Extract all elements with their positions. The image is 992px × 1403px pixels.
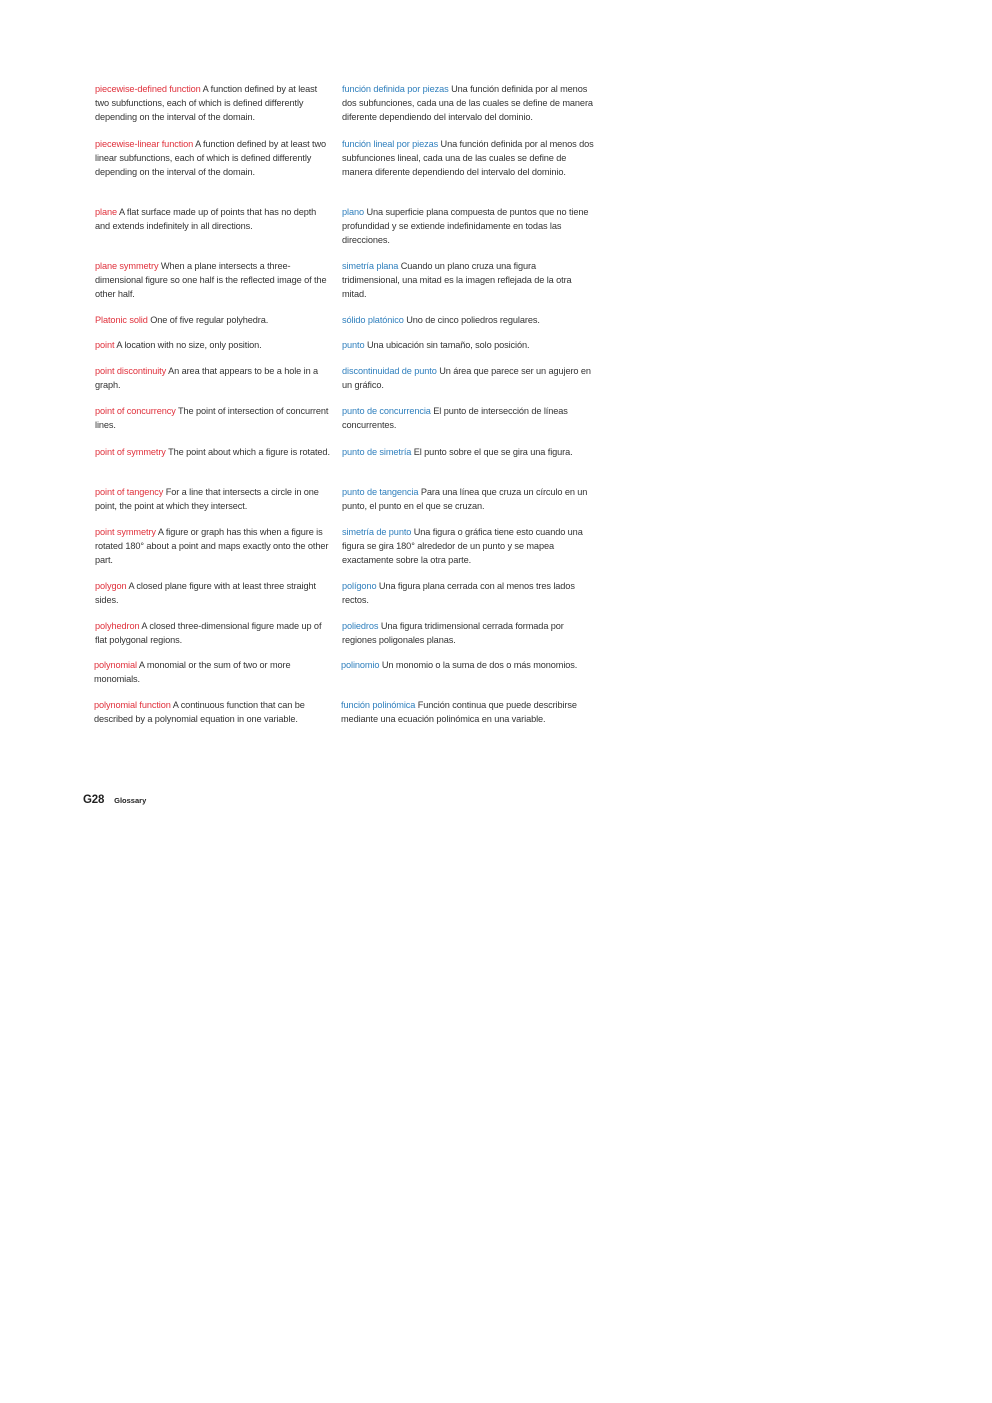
glossary-definition-es: Uno de cinco poliedros regulares. xyxy=(406,315,540,325)
glossary-term-en: polynomial xyxy=(94,660,137,670)
glossary-definition-es: Una figura o gráfica tiene esto cuando una figura se gira 180° alrededor de un punto y se mapea exactamente sobre la otra parte. xyxy=(342,527,583,565)
glossary-term-en: polynomial function xyxy=(94,700,171,710)
glossary-entry-en xyxy=(95,205,331,233)
glossary-term-es: polígono xyxy=(342,581,377,591)
glossary-definition-en: A figure or graph has this when a figure is rotated 180° about a point and maps exactly onto the other part. xyxy=(95,527,329,565)
glossary-definition-es: Una función definida por al menos dos subfunciones lineal, cada una de las cuales se define de manera diferente dependiendo del intervalo del dominio. xyxy=(342,139,594,177)
glossary-entry-es xyxy=(342,313,594,327)
glossary-entry-es xyxy=(342,338,594,352)
glossary-entry-en xyxy=(95,313,331,327)
glossary-entry-en xyxy=(95,259,331,301)
glossary-entry-es xyxy=(342,619,594,647)
glossary-entry-es xyxy=(341,698,593,726)
glossary-term-en: point of concurrency xyxy=(95,406,176,416)
glossary-entry-es xyxy=(341,658,593,672)
glossary-definition-en: A closed three-dimensional figure made up of flat polygonal regions. xyxy=(95,621,322,645)
glossary-term-es: simetría plana xyxy=(342,261,399,271)
glossary-entry-en xyxy=(95,338,331,352)
glossary-term-en: point discontinuity xyxy=(95,366,167,376)
glossary-term-en: point xyxy=(95,340,115,350)
glossary-term-en: polygon xyxy=(95,581,127,591)
glossary-entry-en xyxy=(95,485,331,513)
glossary-entry-es xyxy=(342,259,594,301)
glossary-entry-es xyxy=(342,205,594,247)
glossary-term-en: piecewise-defined function xyxy=(95,84,201,94)
glossary-definition-es: El punto de intersección de líneas concurrentes. xyxy=(342,406,568,430)
glossary-term-es: punto de concurrencia xyxy=(342,406,431,416)
glossary-term-en: polyhedron xyxy=(95,621,140,631)
glossary-entry-es xyxy=(342,364,594,392)
glossary-entry-en xyxy=(95,137,331,179)
glossary-term-es: punto de tangencia xyxy=(342,487,419,497)
glossary-term-en: piecewise-linear function xyxy=(95,139,194,149)
glossary-entry-en xyxy=(95,579,331,607)
glossary-definition-es: Cuando un plano cruza una figura tridimensional, una mitad es la imagen reflejada de la otra mitad. xyxy=(342,261,572,299)
glossary-term-en: point of tangency xyxy=(95,487,164,497)
glossary-entry-en xyxy=(94,658,330,686)
glossary-definition-en: An area that appears to be a hole in a graph. xyxy=(95,366,319,390)
glossary-definition-en: When a plane intersects a three-dimensional figure so one half is the reflected image of the other half. xyxy=(95,261,327,299)
glossary-definition-en: One of five regular polyhedra. xyxy=(150,315,269,325)
glossary-entry-es xyxy=(342,82,594,124)
glossary-definition-es: Una figura tridimensional cerrada formada por regiones poligonales planas. xyxy=(342,621,564,645)
glossary-entry-en xyxy=(95,364,331,392)
glossary-entry-en xyxy=(95,525,331,567)
glossary-entry-en xyxy=(95,404,331,432)
glossary-term-es: función definida por piezas xyxy=(342,84,449,94)
glossary-term-es: poliedros xyxy=(342,621,379,631)
glossary-term-es: función polinómica xyxy=(341,700,416,710)
page-footer xyxy=(83,794,146,806)
glossary-entry-es xyxy=(342,404,594,432)
glossary-term-es: discontinuidad de punto xyxy=(342,366,437,376)
glossary-entry-es xyxy=(342,525,594,567)
glossary-entry-es xyxy=(342,445,594,459)
glossary-term-es: simetría de punto xyxy=(342,527,412,537)
glossary-definition-en: The point of intersection of concurrent lines. xyxy=(95,406,329,430)
glossary-term-en: plane symmetry xyxy=(95,261,159,271)
glossary-term-es: polinomio xyxy=(341,660,380,670)
glossary-term-es: plano xyxy=(342,207,364,217)
glossary-definition-en: A monomial or the sum of two or more monomials. xyxy=(94,660,291,684)
glossary-entry-es xyxy=(342,485,594,513)
glossary-term-es: punto de simetría xyxy=(342,447,412,457)
glossary-term-en: point symmetry xyxy=(95,527,156,537)
glossary-definition-en: A flat surface made up of points that has no depth and extends indefinitely in all directions. xyxy=(95,207,317,231)
glossary-term-es: punto xyxy=(342,340,365,350)
glossary-definition-en: The point about which a figure is rotated. xyxy=(168,447,330,457)
glossary-term-es: función lineal por piezas xyxy=(342,139,439,149)
glossary-definition-es: Un área que parece ser un agujero en un gráfico. xyxy=(342,366,591,390)
glossary-term-es: sólido platónico xyxy=(342,315,404,325)
glossary-definition-es: El punto sobre el que se gira una figura. xyxy=(413,447,573,457)
glossary-entry-en xyxy=(95,619,331,647)
glossary-definition-es: Una figura plana cerrada con al menos tres lados rectos. xyxy=(342,581,575,605)
glossary-term-en: plane xyxy=(95,207,117,217)
glossary-entry-es xyxy=(342,579,594,607)
page-number: G28 xyxy=(83,794,105,806)
glossary-definition-en: A location with no size, only position. xyxy=(116,340,262,350)
glossary-definition-es: Para una línea que cruza un círculo en un punto, el punto en el que se cruzan. xyxy=(342,487,588,511)
glossary-entry-es xyxy=(342,137,594,179)
glossary-definition-es: Una ubicación sin tamaño, solo posición. xyxy=(366,340,530,350)
glossary-entry-en xyxy=(95,445,331,459)
glossary-definition-en: A continuous function that can be described by a polynomial equation in one variable. xyxy=(94,700,305,724)
glossary-entry-en xyxy=(94,698,330,726)
glossary-term-en: point of symmetry xyxy=(95,447,166,457)
glossary-definition-es: Un monomio o la suma de dos o más monomios. xyxy=(381,660,578,670)
glossary-definition-es: Una superficie plana compuesta de puntos que no tiene profundidad y se extiende indefinidamente en todas las direcciones. xyxy=(342,207,589,245)
glossary-definition-en: A function defined by at least two linear subfunctions, each of which is defined differently depending on the interval of the domain. xyxy=(95,139,326,177)
glossary-entry-en xyxy=(95,82,331,124)
glossary-definition-en: A function defined by at least two subfunctions, each of which is defined differently depending on the interval of the domain. xyxy=(95,84,318,122)
glossary-term-en: Platonic solid xyxy=(95,315,148,325)
section-title: Glossary xyxy=(114,796,147,805)
glossary-definition-es: Una función definida por al menos dos subfunciones, cada una de las cuales se define de manera diferente dependiendo del intervalo del dominio. xyxy=(342,84,593,122)
glossary-definition-es: Función continua que puede describirse mediante una ecuación polinómica en una variable. xyxy=(341,700,577,724)
glossary-definition-en: For a line that intersects a circle in one point, the point at which they intersect. xyxy=(95,487,319,511)
glossary-definition-en: A closed plane figure with at least three straight sides. xyxy=(95,581,316,605)
